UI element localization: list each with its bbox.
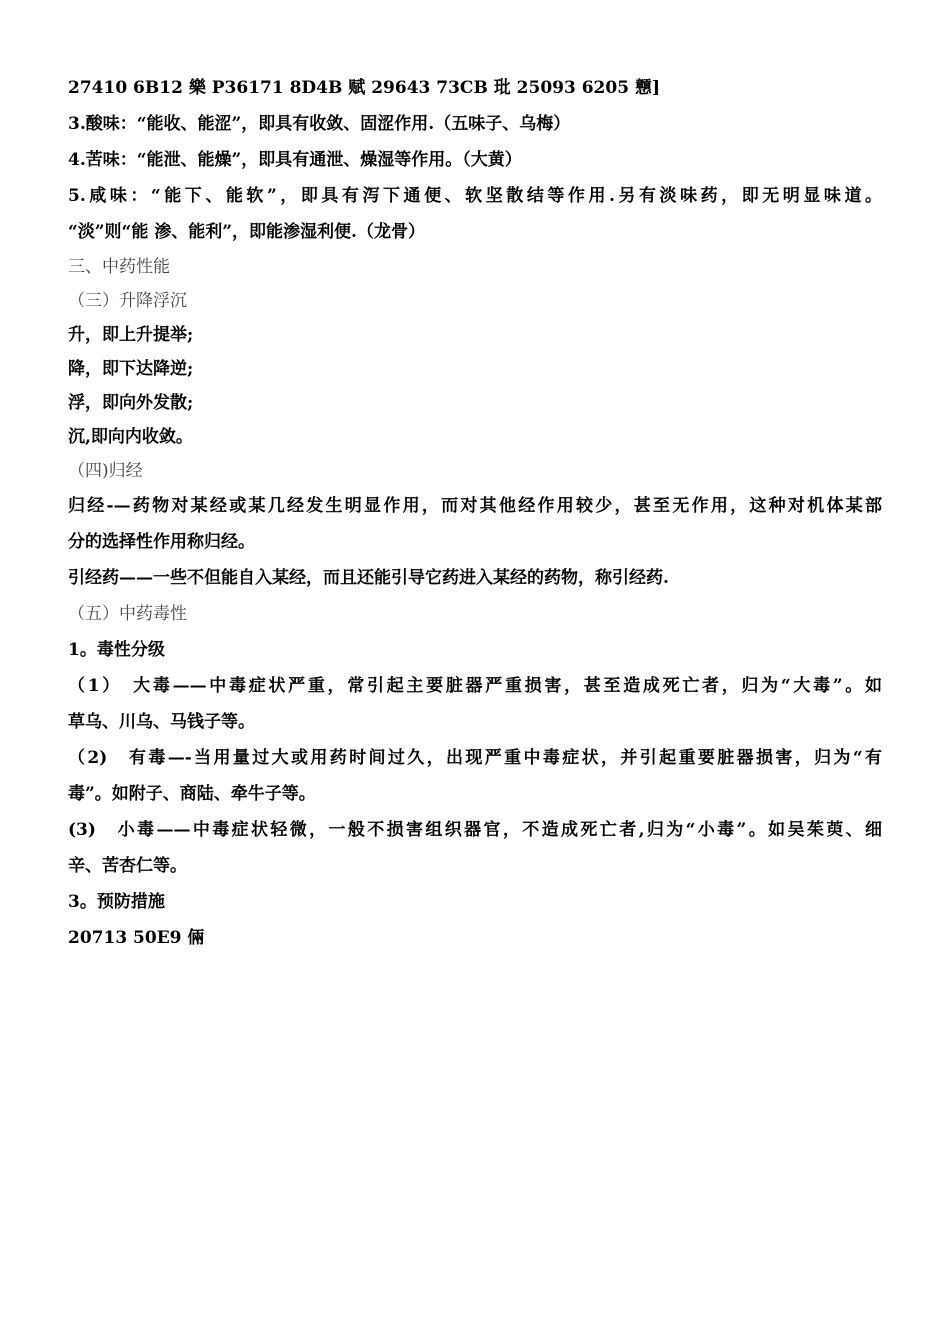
document-page xyxy=(68,70,882,956)
minor-toxicity-line-2: 辛、苦杏仁等。 xyxy=(68,856,187,876)
moderate-toxicity-line-2: 毒”。如附子、商陆、牵牛子等。 xyxy=(68,784,316,804)
encoded-line: 27410 6B12 樂 P36171 8D4B 赋 29643 73CB 玭 25093 6205 戅] xyxy=(68,78,660,98)
ascending-line: 升，即上升提举; xyxy=(68,325,194,345)
salty-taste-line: 5.咸味：“能下、能软”，即具有泻下通便、软坚散结等作用.另有淡味药，即无明显味道。 xyxy=(68,186,882,206)
prevention-heading: 3。预防措施 xyxy=(68,892,165,912)
subsection-heading-ascending: （三）升降浮沉 xyxy=(68,291,187,311)
bland-taste-line: “淡”则“能 渗、能利”，即能渗湿利便.（龙骨） xyxy=(68,222,425,242)
floating-line: 浮，即向外发散; xyxy=(68,393,194,413)
sinking-line: 沉,即向内收敛。 xyxy=(68,427,193,447)
section-heading-properties: 三、中药性能 xyxy=(68,257,170,277)
encoded-line-end: 20713 50E9 倆 xyxy=(68,928,205,948)
moderate-toxicity-line-1: （2) 有毒—-当用量过大或用药时间过久，出现严重中毒症状，并引起重要脏器损害，归为“有 xyxy=(68,748,882,768)
major-toxicity-line-1: （1） 大毒——中毒症状严重，常引起主要脏器严重损害，甚至造成死亡者，归为“大毒”。如 xyxy=(68,676,882,696)
guiding-drug-line: 引经药——一些不但能自入某经，而且还能引导它药进入某经的药物，称引经药. xyxy=(68,568,669,588)
meridian-definition-line-1: 归经-—药物对某经或某几经发生明显作用，而对其他经作用较少，甚至无作用，这种对机体某部 xyxy=(68,496,882,516)
major-toxicity-line-2: 草乌、川乌、马钱子等。 xyxy=(68,712,255,732)
meridian-definition-line-2: 分的选择性作用称归经。 xyxy=(68,532,255,552)
subsection-heading-meridian: （四)归经 xyxy=(68,461,143,481)
minor-toxicity-line-1: (3) 小毒——中毒症状轻微，一般不损害组织器官，不造成死亡者,归为“小毒”。如吴茱萸、细 xyxy=(68,820,882,840)
bitter-taste-line: 4.苦味：“能泄、能燥”，即具有通泄、燥湿等作用。（大黄） xyxy=(68,150,522,170)
toxicity-grade-heading: 1。毒性分级 xyxy=(68,640,165,660)
subsection-heading-toxicity: （五）中药毒性 xyxy=(68,604,187,624)
descending-line: 降，即下达降逆; xyxy=(68,359,194,379)
sour-taste-line: 3.酸味：“能收、能涩”，即具有收敛、固涩作用.（五味子、乌梅） xyxy=(68,114,571,134)
